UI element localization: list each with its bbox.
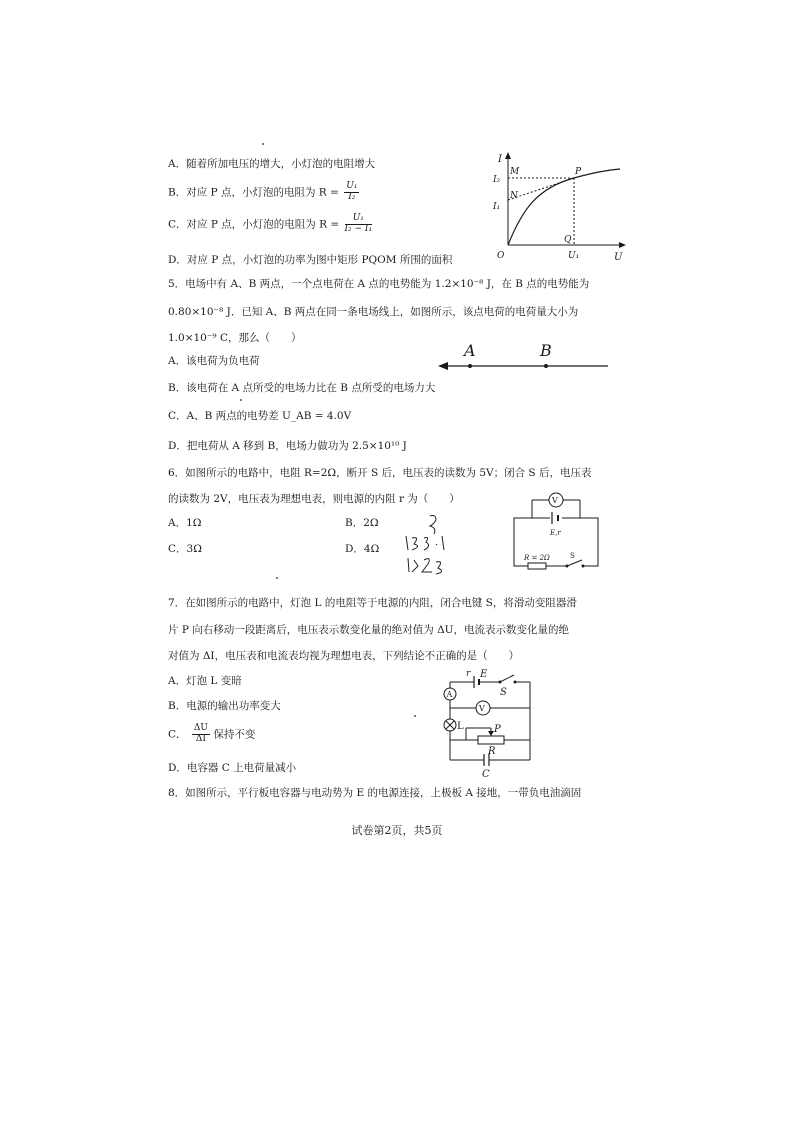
- q7-option-d: D．电容器 C 上电荷量减小: [168, 762, 297, 774]
- scan-speck: [240, 399, 242, 401]
- q4-option-d: D．对应 P 点，小灯泡的功率为图中矩形 PQOM 所围的面积: [168, 254, 453, 266]
- q5-option-d: D．把电荷从 A 移到 B，电场力做功为 2.5×10¹⁰ J: [168, 440, 407, 452]
- scribble-stroke-1: [430, 516, 436, 535]
- u-axis-arrow: [619, 242, 626, 248]
- i2-label: I₂: [493, 175, 501, 185]
- q7-line-1: 7．在如图所示的电路中，灯泡 L 的电阻等于电源的内阻，闭合电键 S，将滑动变阻器滑: [168, 597, 577, 609]
- q7-option-a: A．灯泡 L 变暗: [168, 675, 242, 687]
- iu-graph: [492, 150, 632, 270]
- q5-option-b: B．该电荷在 A 点所受的电场力比在 B 点所受的电场力大: [168, 382, 436, 394]
- q4-c-denominator: I₂ − I₁: [344, 223, 373, 234]
- q7-ammeter-label: A: [446, 690, 453, 699]
- point-b-dot: [544, 364, 548, 368]
- point-a-dot: [468, 364, 472, 368]
- q6-line-1: 6．如图所示的电路中，电阻 R=2Ω，断开 S 后，电压表的读数为 5V；闭合 S 后，电压表: [168, 467, 592, 479]
- q5-option-c: C．A、B 两点的电势差 U_AB = 4.0V: [168, 410, 352, 422]
- q6-line-2: 的读数为 2V，电压表为理想电表，则电源的内阻 r 为（ ）: [168, 493, 460, 505]
- u-axis-label: U: [614, 252, 623, 263]
- q4-option-a: A．随着所加电压的增大，小灯泡的电阻增大: [168, 158, 376, 170]
- q7-s-label: S: [500, 687, 507, 698]
- q4-option-c-text: C．对应 P 点，小灯泡的电阻为 R =: [168, 218, 340, 231]
- q7-r-label: r: [466, 669, 471, 679]
- q4-option-c: [168, 214, 372, 235]
- q6-voltmeter-label: V: [552, 496, 558, 505]
- q6-switch-contact: [582, 565, 585, 568]
- q7-option-c-suffix: 保持不变: [213, 728, 256, 741]
- q4-option-b-fraction: [344, 182, 359, 203]
- scan-speck: [414, 715, 416, 717]
- i-axis-arrow: [505, 152, 511, 159]
- q4-b-denominator: I₂: [348, 191, 356, 202]
- q7-option-c: [168, 724, 255, 745]
- q7-option-c-prefix: C．: [168, 728, 187, 741]
- i-axis-label: I: [498, 154, 502, 165]
- q6-resistor: [528, 563, 546, 569]
- n-label: N: [510, 191, 518, 201]
- q7-voltmeter-label: V: [479, 704, 485, 713]
- point-a-label: A: [464, 341, 476, 360]
- q6-circuit: [510, 492, 602, 570]
- scan-speck: [262, 143, 264, 145]
- field-line-arrow: [438, 362, 448, 370]
- q6-resistor-label: R = 2Ω: [524, 554, 550, 562]
- handwritten-scribble: [400, 510, 470, 580]
- scan-speck: [276, 577, 278, 579]
- q6-option-d: D．4Ω: [345, 543, 380, 555]
- q7-circuit: [438, 668, 538, 778]
- q7-rr-label: R: [488, 746, 496, 757]
- q7-c-denominator: ΔI: [195, 733, 206, 744]
- q7-option-c-fraction: [192, 724, 210, 745]
- q6-option-c: C．3Ω: [168, 543, 202, 555]
- scribble-stroke-2: [406, 536, 444, 550]
- point-b-label: B: [540, 341, 552, 360]
- q4-b-numerator: U₁: [346, 181, 358, 191]
- field-line-diagram: [436, 340, 616, 376]
- q5-line-3: 1.0×10⁻⁹ C，那么（ ）: [168, 332, 302, 344]
- q6-option-b: B．2Ω: [345, 517, 379, 529]
- p-label: P: [575, 167, 582, 177]
- q7-p-label: P: [494, 724, 501, 735]
- scribble-stroke-3: [408, 558, 442, 574]
- q6-battery-label: E,r: [550, 529, 561, 537]
- q5-line-1: 5．电场中有 A、B 两点，一个点电荷在 A 点的电势能为 1.2×10⁻⁸ J，在 B 点的电势能为: [168, 278, 590, 290]
- page-footer: 试卷第2页，共5页: [351, 824, 443, 837]
- m-label: M: [510, 167, 520, 177]
- q4-option-c-fraction: [345, 214, 373, 235]
- origin-label: O: [497, 251, 505, 261]
- iu-curve: [508, 169, 620, 245]
- q-label: Q: [564, 235, 572, 245]
- q7-option-b: B．电源的输出功率变大: [168, 700, 281, 712]
- q5-option-a: A．该电荷为负电荷: [168, 355, 260, 367]
- q6-switch-label: S: [570, 552, 575, 560]
- q7-lamp-label: L: [457, 721, 464, 732]
- q7-c-label: C: [482, 769, 490, 780]
- q7-rheostat: [478, 736, 504, 744]
- q6-option-a: A．1Ω: [168, 517, 202, 529]
- q4-option-b-text: B．对应 P 点，小灯泡的电阻为 R =: [168, 186, 339, 199]
- i1-label: I₁: [493, 202, 501, 212]
- q4-option-b: [168, 182, 359, 203]
- u1-label: U₁: [568, 251, 580, 261]
- q8-line-1: 8．如图所示，平行板电容器与电动势为 E 的电源连接，上极板 A 接地，一带负电油滴固: [168, 787, 582, 799]
- q7-line-3: 对值为 ΔI，电压表和电流表均视为理想电表，下列结论不正确的是（ ）: [168, 650, 520, 662]
- q7-line-2: 片 P 向右移动一段距离后，电压表示数变化量的绝对值为 ΔU，电流表示数变化量的绝: [168, 624, 570, 636]
- q7-c-numerator: ΔU: [193, 723, 208, 733]
- q7-switch-blade: [500, 675, 514, 682]
- q4-c-numerator: U₁: [345, 214, 373, 225]
- q7-e-label: E: [480, 669, 488, 680]
- q5-line-2: 0.80×10⁻⁸ J．已知 A、B 两点在同一条电场线上，如图所示，该点电荷的电荷量大小为: [168, 306, 579, 318]
